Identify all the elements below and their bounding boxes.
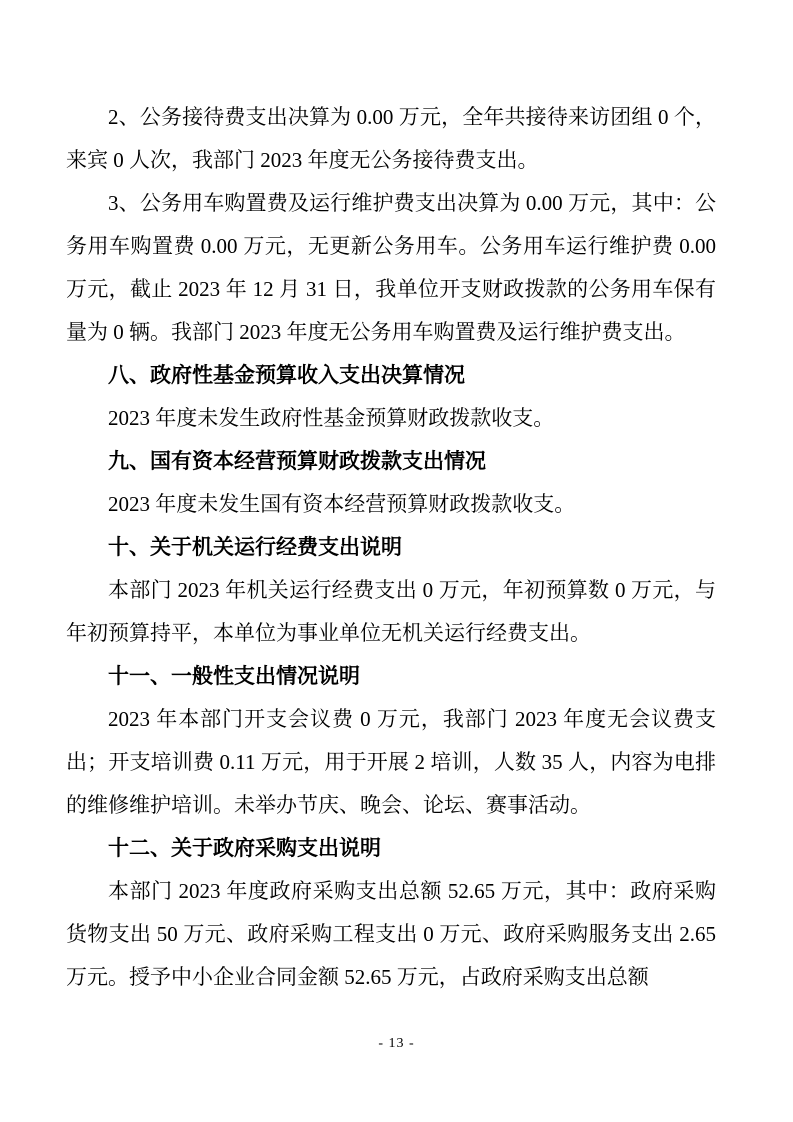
section-heading-12: 十二、关于政府采购支出说明 — [108, 836, 381, 860]
body-paragraph: 2023 年度未发生政府性基金预算财政拨款收支。 — [108, 406, 555, 430]
body-paragraph: 本部门 2023 年度政府采购支出总额 52.65 万元，其中：政府采购货物支出 50 万元、政府采购工程支出 0 万元、政府采购服务支出 2.65 万元。授予中小企业合同金额 52.65 万元，占政府采购支出总额 — [66, 879, 716, 989]
section-heading-11: 十一、一般性支出情况说明 — [108, 664, 360, 688]
body-paragraph: 3、公务用车购置费及运行维护费支出决算为 0.00 万元，其中：公务用车购置费 0.00 万元，无更新公务用车。公务用车运行维护费 0.00 万元，截止 2023 年 12 月 31 日，我单位开支财政拨款的公务用车保有量为 0 辆。我部门 2023 年度无公务用车购置费及运行维护费支出。 — [66, 191, 716, 344]
body-paragraph: 本部门 2023 年机关运行经费支出 0 万元，年初预算数 0 万元，与年初预算持平，本单位为事业单位无机关运行经费支出。 — [66, 578, 716, 645]
body-paragraph: 2023 年本部门开支会议费 0 万元，我部门 2023 年度无会议费支出；开支培训费 0.11 万元，用于开展 2 培训，人数 35 人，内容为电排的维修维护培训。未举办节庆、晚会、论坛、赛事活动。 — [66, 707, 716, 817]
body-paragraph: 2023 年度未发生国有资本经营预算财政拨款收支。 — [108, 492, 576, 516]
page-number: - 13 - — [378, 1036, 415, 1051]
body-paragraph: 2、公务接待费支出决算为 0.00 万元，全年共接待来访团组 0 个，来宾 0 人次，我部门 2023 年度无公务接待费支出。 — [66, 105, 716, 172]
section-heading-10: 十、关于机关运行经费支出说明 — [108, 535, 402, 559]
section-heading-9: 九、国有资本经营预算财政拨款支出情况 — [108, 449, 486, 473]
section-heading-8: 八、政府性基金预算收入支出决算情况 — [108, 363, 465, 387]
document-body — [66, 96, 716, 1042]
